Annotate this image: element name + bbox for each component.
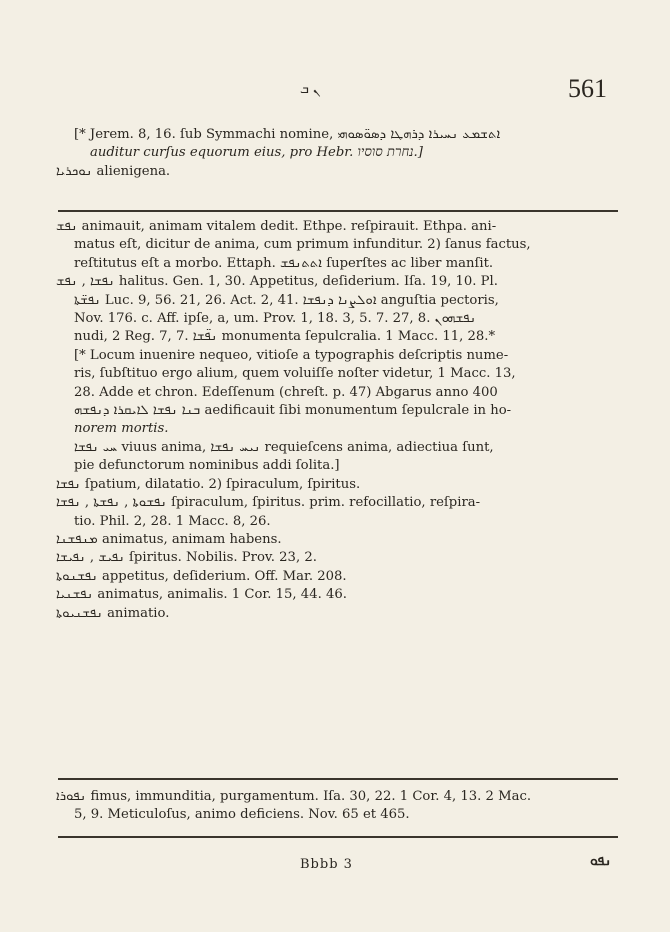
text-line: 5, 9. Meticuloſus, animo deficiens. Nov. 65 et 465. [74, 807, 410, 823]
entry-nafash [56, 218, 618, 623]
catchword: ܢܦܘ [590, 853, 612, 869]
entry-nafora [56, 788, 618, 825]
text-line: ܚܝ ܢܦܫܐ viuus anima, ܢܝܚ ܢܦܫܐ requieſcens anima, adiectiua ſunt, [74, 439, 494, 455]
text-line: ܢܦܫܐ , ܢܦܫ halitus. Gen. 1, 30. Appetitus, deſiderium. Iſa. 19, 10. Pl. [56, 274, 498, 290]
text-line: ܢܦܫܢܘܬܐ appetitus, deſiderium. Off. Mar. 208. [56, 568, 347, 584]
running-head: ܢ ܒ [300, 82, 321, 97]
signature-mark: Bbbb 3 [300, 857, 353, 872]
text-line: [* Jerem. 8, 16. ſub Symmachi nomine, ܐܬܫܡܥ ܢܚܝܪܐ ܕܪܗܛܐ ܕܣܘ̈ܣܘܗܝ [74, 127, 501, 142]
text-line: ܢܦܘܪܐ fimus, immunditia, purgamentum. Iſa. 30, 22. 1 Cor. 4, 13. 2 Mac. [56, 789, 532, 804]
text-line: ܢܦܝܫ , ܢܦܝܫܐ ſpiritus. Nobilis. Prov. 23, 2. [56, 550, 317, 566]
text-line: Nov. 176. c. Aff. ipſe, a, um. Prov. 1, 18. 3, 5. 7. 27, 8. ܢܦܫܗܘܢ [74, 311, 477, 327]
text-line: norem mortis. [74, 421, 169, 437]
text-line: ܡܢܦܫܢܐ animatus, animam habens. [56, 531, 282, 547]
text-line: ܢܦܫܢܝܐ animatus, animalis. 1 Cor. 15, 44. 46. [56, 587, 347, 603]
text-line: tio. Phil. 2, 28. 1 Macc. 8, 26. [74, 513, 271, 529]
text-line: pie defunctorum nominibus addi ſolita.] [74, 458, 340, 474]
text-line: ܢܦܫ̈ܬܐ Luc. 9, 56. 21, 26. Act. 2, 41. ܐܘܠܨܢܐ ܕܢܦܫܐ anguſtia pectoris, [74, 292, 499, 308]
page-number: 561 [568, 74, 607, 103]
text-line: matus eſt, dicitur de anima, cum primum infunditur. 2) ſanus factus, [74, 237, 531, 253]
text-line: nudi, 2 Reg. 7, 7. ܢܦ̈ܫܐ monumenta ſepulcralia. 1 Macc. 11, 28.* [74, 329, 496, 345]
text-line: auditur curſus equorum eius, pro Hebr. נחרת סוסיו.] [90, 145, 423, 161]
text-line: ܢܦܫܐ ſpatium, dilatatio. 2) ſpiraculum, ſpiritus. [56, 476, 361, 492]
bottom-rule [58, 836, 618, 838]
section-rule [58, 210, 618, 212]
text-line: ܢܦܫܘܬܐ , ܢܦܫܬܐ , ܢܦܫܐ ſpiraculum, ſpiritus. prim. refocillatio, reſpira- [56, 495, 481, 511]
text-line: ܒܢܐ ܢܦܫܐ ܠܐܝܩܪܐ ܕܢܦܫܗ aedificauit ſibi monumentum ſepulcrale in ho- [74, 403, 512, 419]
text-line: [* Locum inuenire nequeo, vitioſe a typographis deſcriptis nume- [74, 347, 509, 363]
text-line: ܢܦܫ animauit, animam vitalem dedit. Ethpe. reſpirauit. Ethpa. ani- [56, 219, 497, 234]
text-line: ܢܘܟܪܝܐ alienigena. [56, 163, 171, 179]
text-line: ܢܦܫܢܝܘܬܐ animatio. [56, 605, 170, 621]
text-line: 28. Adde et chron. Edeſſenum (chreſt. p. 47) Abgarus anno 400 [74, 384, 498, 400]
section-rule [58, 778, 618, 780]
text-line: ris, ſubſtituo ergo alium, quem voluiſſe noſter videtur, 1 Macc. 13, [74, 366, 516, 382]
main-text [56, 126, 618, 181]
text-line: reſtitutus eſt a morbo. Ettaph. ܐܬܬܢܦܫ ſuperſtes ac liber manſit. [74, 255, 494, 271]
